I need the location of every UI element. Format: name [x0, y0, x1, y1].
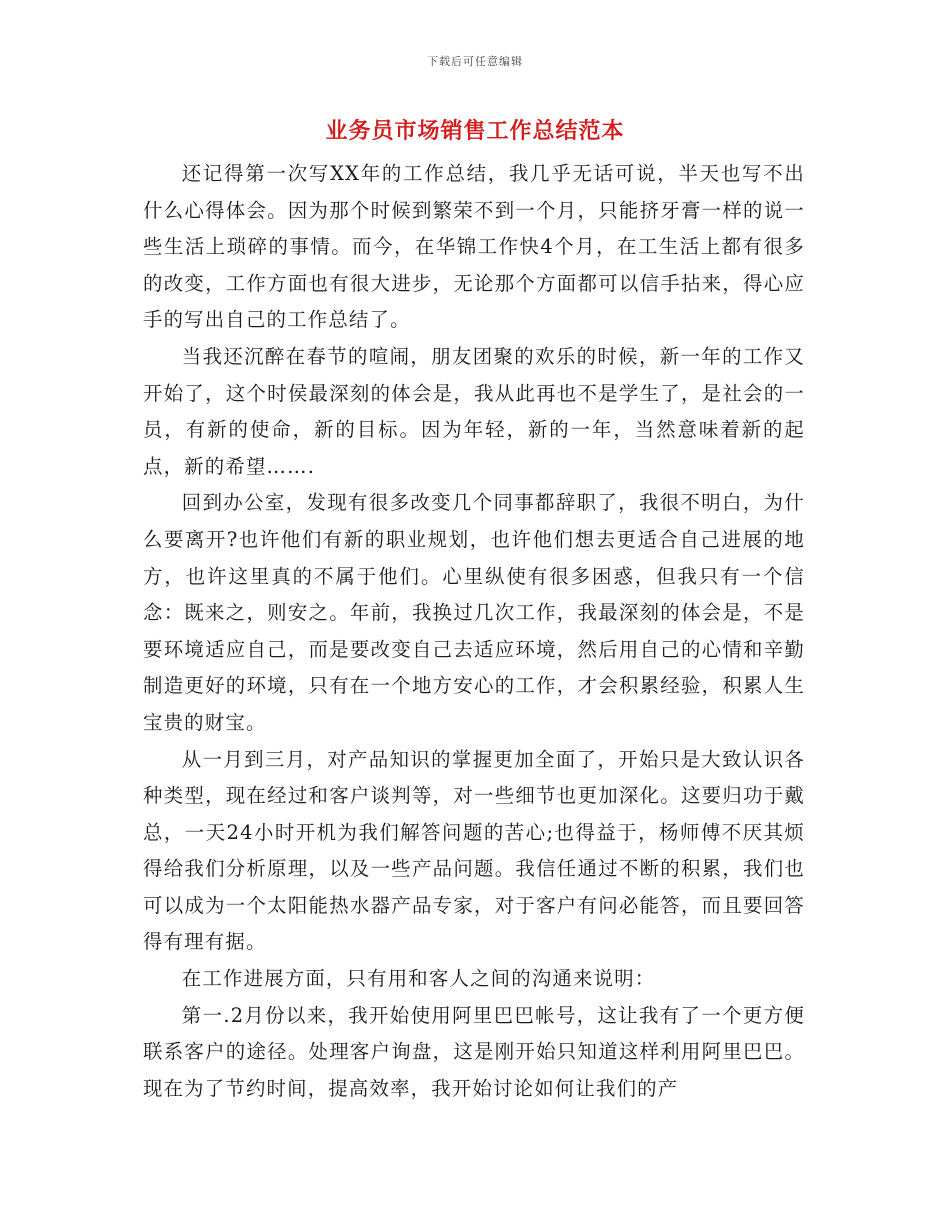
paragraph: 在工作进展方面，只有用和客人之间的沟通来说明： — [181, 967, 656, 991]
paragraph: 第一.2月份以来，我开始使用阿里巴巴帐号，这让我有了一个更方便联系客户的途径。处理客户询盘，这是刚开始只知道这样利用阿里巴巴。现在为了节约时间，提高效率，我开始讨论如何让我们的产 — [143, 1003, 805, 1100]
document-body — [143, 156, 805, 1107]
paragraph: 当我还沉醉在春节的喧闹，朋友团聚的欢乐的时候，新一年的工作又开始了，这个时侯最深刻的体会是，我从此再也不是学生了，是社会的一员，有新的使命，新的目标。因为年轻，新的一年，当然意味着新的起点，新的希望……. — [143, 344, 805, 478]
paragraph: 回到办公室，发现有很多改变几个同事都辞职了，我很不明白，为什么要离开?也许他们有新的职业规划，也许他们想去更适合自己进展的地方，也许这里真的不属于他们。心里纵使有很多困惑，但我只有一个信念：既来之，则安之。年前，我换过几次工作，我最深刻的体会是，不是要环境适应自己，而是要改变自己去适应环境，然后用自己的心情和辛勤制造更好的环境，只有在一个地方安心的工作，才会积累经验，积累人生宝贵的财宝。 — [143, 491, 805, 734]
document-title: 业务员市场销售工作总结范本 — [325, 118, 625, 144]
paragraph: 还记得第一次写XX年的工作总结，我几乎无话可说，半天也写不出什么心得体会。因为那个时候到繁荣不到一个月，只能挤牙膏一样的说一些生活上琐碎的事情。而今，在华锦工作快4个月，在工生活上都有很多的改变，工作方面也有很大进步，无论那个方面都可以信手拈来，得心应手的写出自己的工作总结了。 — [143, 162, 805, 332]
header-note: 下载后可任意编辑 — [427, 55, 523, 68]
paragraph: 从一月到三月，对产品知识的掌握更加全面了，开始只是大致认识各种类型，现在经过和客户谈判等，对一些细节也更加深化。这要归功于戴总，一天24小时开机为我们解答问题的苦心;也得益于，杨师傅不厌其烦得给我们分析原理，以及一些产品问题。我信任通过不断的积累，我们也可以成为一个太阳能热水器产品专家，对于客户有问必能答，而且要回答得有理有据。 — [143, 747, 805, 954]
